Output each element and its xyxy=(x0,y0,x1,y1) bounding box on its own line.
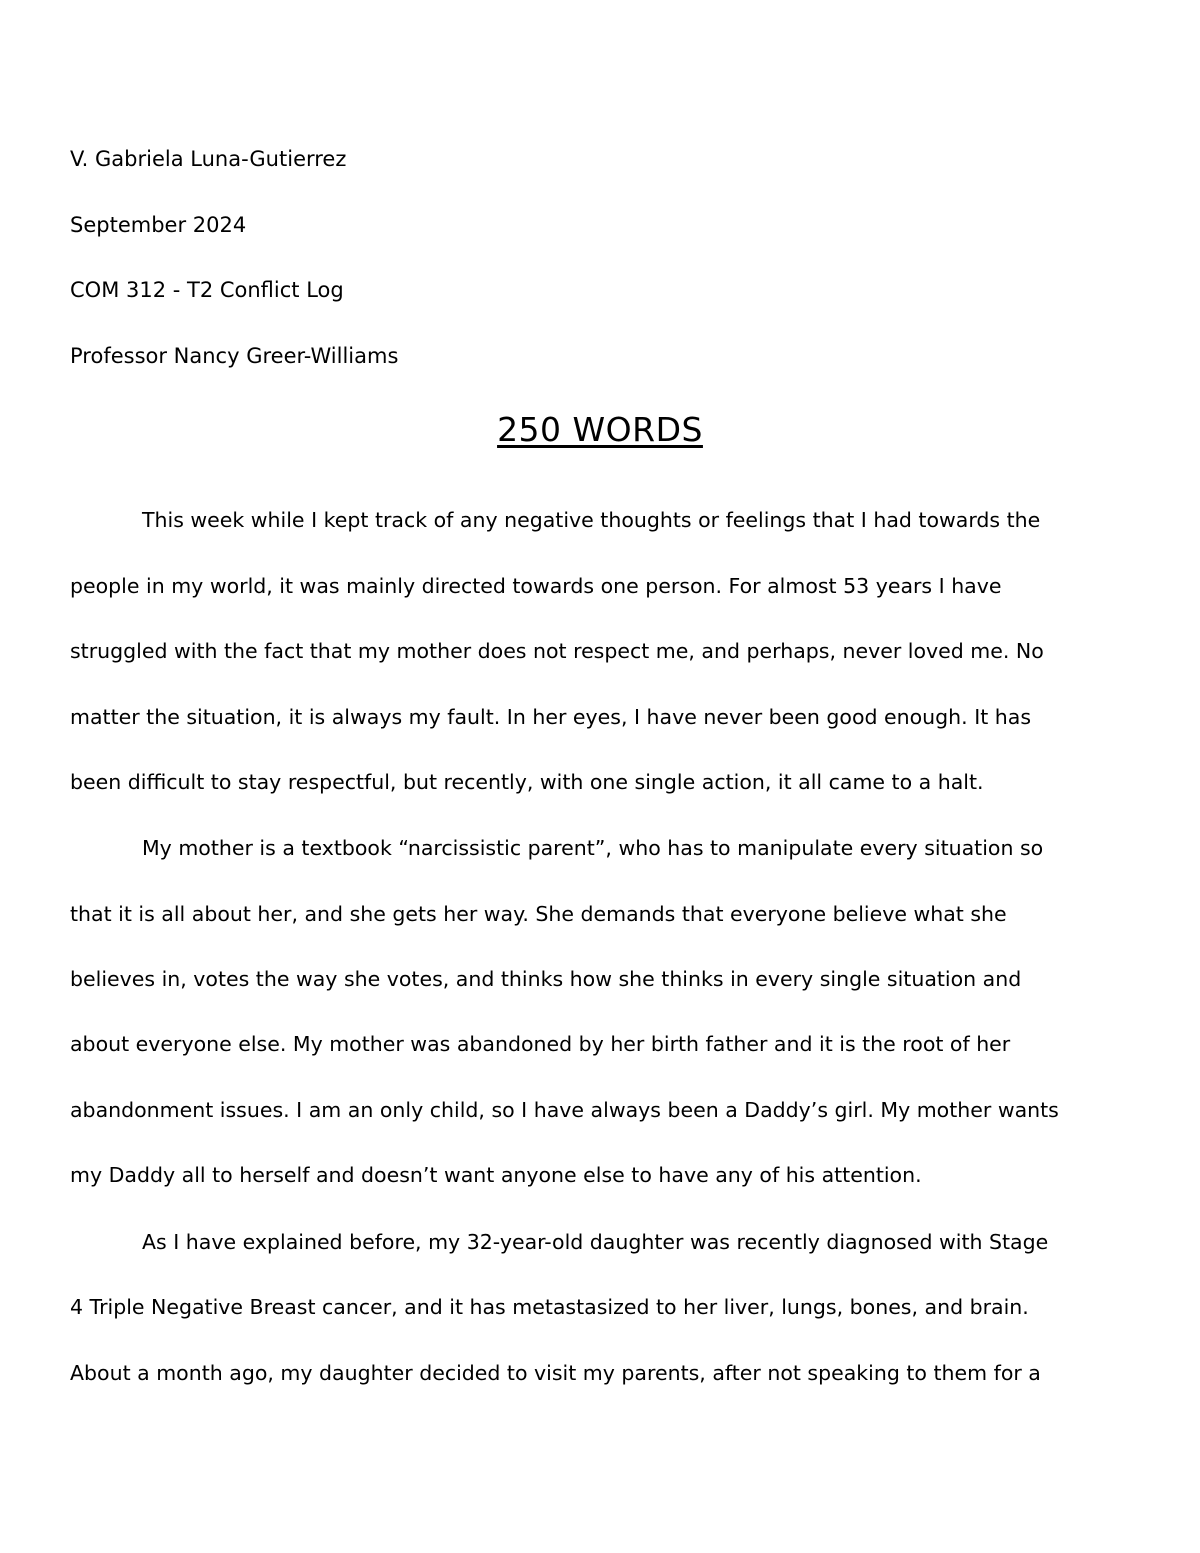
body-line: About a month ago, my daughter decided to visit my parents, after not speaking to them for a xyxy=(70,1361,1041,1385)
body-line: 4 Triple Negative Breast cancer, and it has metastasized to her liver, lungs, bones, and brain. xyxy=(70,1295,1029,1319)
professor-line: Professor Nancy Greer-Williams xyxy=(70,344,399,368)
body-line: My mother is a textbook “narcissistic parent”, who has to manipulate every situation so xyxy=(142,836,1044,860)
body-line: abandonment issues. I am an only child, so I have always been a Daddy’s girl. My mother wants xyxy=(70,1098,1059,1122)
body-line: This week while I kept track of any negative thoughts or feelings that I had towards the xyxy=(142,508,1041,532)
body-line: about everyone else. My mother was abandoned by her birth father and it is the root of her xyxy=(70,1032,1011,1056)
body-line: been difficult to stay respectful, but recently, with one single action, it all came to a halt. xyxy=(70,770,984,794)
date-line: September 2024 xyxy=(70,213,247,237)
body-line: that it is all about her, and she gets her way. She demands that everyone believe what she xyxy=(70,902,1007,926)
body-line: As I have explained before, my 32-year-old daughter was recently diagnosed with Stage xyxy=(142,1230,1049,1254)
body-line: people in my world, it was mainly directed towards one person. For almost 53 years I have xyxy=(70,574,1002,598)
course-line: COM 312 - T2 Conflict Log xyxy=(70,278,344,302)
document-title: 250 WORDS xyxy=(497,410,703,449)
body-line: struggled with the fact that my mother does not respect me, and perhaps, never loved me. No xyxy=(70,639,1044,663)
body-line: matter the situation, it is always my fault. In her eyes, I have never been good enough. It has xyxy=(70,705,1032,729)
author-name: V. Gabriela Luna-Gutierrez xyxy=(70,147,347,171)
body-line: believes in, votes the way she votes, and thinks how she thinks in every single situation and xyxy=(70,967,1022,991)
body-line: my Daddy all to herself and doesn’t want anyone else to have any of his attention. xyxy=(70,1163,922,1187)
